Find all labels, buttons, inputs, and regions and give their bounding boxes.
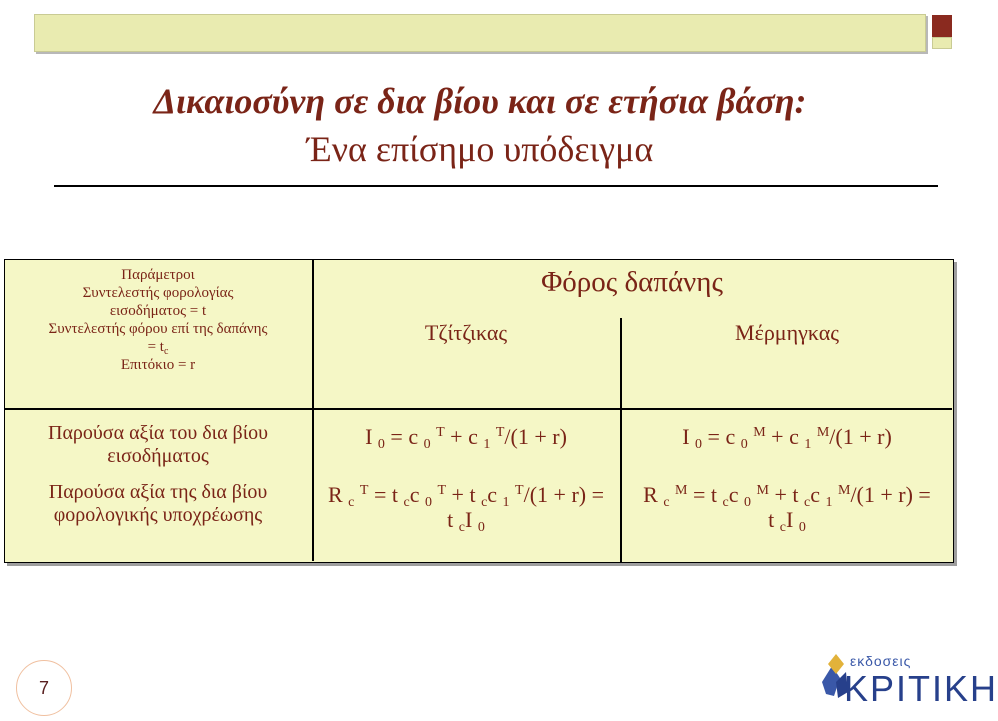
row-label-lifetime-tax: Παρούσα αξία της δια βίου φορολογικής υποχρέωσης xyxy=(48,481,268,526)
table-col-divider-2 xyxy=(620,318,622,562)
slide-subtitle: Ένα επίσημο υπόδειγμα xyxy=(306,129,654,169)
title-divider xyxy=(54,185,938,187)
formula-tax-cicada: R $_c$ $^T$ = t $_c$c $_0$ $^T$ + t $_c$c $_1$ $^T$/(1 + r) = t $_c$I $_0$ xyxy=(327,482,605,535)
formula-tax-ant: R $_c$ $^M$ = t $_c$c $_0$ $^M$ + t $_c$c $_1$ $^M$/(1 + r) = t $_c$I $_0$ xyxy=(643,482,931,535)
row-label-lifetime-income: Παρούσα αξία του δια βίου εισοδήματος xyxy=(48,422,268,467)
parameters-cell xyxy=(6,266,310,374)
corner-light-square xyxy=(932,37,952,49)
corner-accent-square xyxy=(932,15,952,37)
income-tax-label: Συντελεστής φορολογίας xyxy=(82,285,234,301)
expenditure-tax-heading: Φόρος δαπάνης xyxy=(541,266,723,298)
column-header-cicada: Τζίτζικας xyxy=(424,320,508,345)
expenditure-tax-value: = $t_c$ xyxy=(147,339,169,357)
formula-income-ant: I $_0$ = c $_0$ $^M$ + c $_1$ $^M$/(1 + r) xyxy=(682,424,892,452)
income-tax-value: εισοδήματος = t xyxy=(109,303,207,319)
table-row-divider xyxy=(4,408,952,410)
page-number-badge: 7 xyxy=(16,660,72,716)
expenditure-tax-label: Συντελεστής φόρου επί της δαπάνης xyxy=(48,321,268,337)
top-decorative-bar xyxy=(34,14,926,52)
formula-income-cicada: I $_0$ = c $_0$ $^T$ + c $_1$ $^T$/(1 + r) xyxy=(365,424,567,452)
parameters-heading: Παράμετροι xyxy=(121,267,195,283)
interest-rate-label: Επιτόκιο = r xyxy=(120,357,196,373)
publisher-logo-subtitle: εκδοσεις xyxy=(850,653,912,669)
slide-title: Δικαιοσύνη σε δια βίου και σε ετήσια βάση: xyxy=(153,81,807,121)
table-col-divider-1 xyxy=(312,259,314,561)
column-header-ant: Μέρμηγκας xyxy=(735,320,839,345)
publisher-logo-name: ΚΡΙΤΙΚΗ xyxy=(844,668,998,709)
